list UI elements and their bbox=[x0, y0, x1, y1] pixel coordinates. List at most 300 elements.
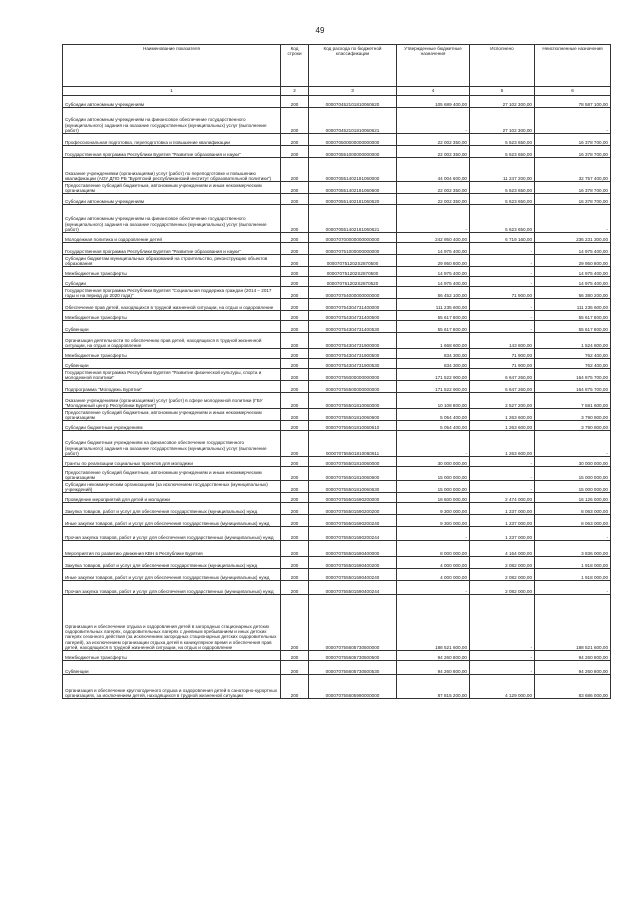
row-unexecuted-cell: 16 126 000,00 bbox=[535, 493, 611, 503]
row-unexecuted-cell: 1 524 800,00 bbox=[535, 333, 611, 349]
row-unexecuted-cell: 111 235 600,00 bbox=[535, 299, 611, 311]
row-name-cell: Субсидии автономным учреждениям на финансовое обеспечение государственного (муниципального) задания на оказание государственных (муниципальных) услуг (выполнение работ) bbox=[63, 205, 281, 233]
table-row bbox=[63, 349, 611, 359]
row-kbk-cell: 000070551000000000000 bbox=[309, 146, 397, 158]
row-name-cell: Субсидии автономным учреждениям на финансовое обеспечение государственного (муниципального) задания на оказание государственных (муниципальных) услуг (выполнение работ) bbox=[63, 108, 281, 134]
row-name-cell: Субсидии бюджетам муниципальных образований на строительство, реконструкцию объектов образования bbox=[63, 255, 281, 267]
row-name-cell: Профессиональная подготовка, переподготовка и повышение квалификации bbox=[63, 134, 281, 146]
row-code-cell: 200 bbox=[281, 146, 309, 158]
row-unexecuted-cell: - bbox=[535, 205, 611, 233]
row-unexecuted-cell: 8 063 000,00 bbox=[535, 515, 611, 527]
row-name-cell: Мероприятия по развитию движения КВН в Республике Бурятия bbox=[63, 541, 281, 557]
row-code-cell: 200 bbox=[281, 255, 309, 267]
row-kbk-cell: 000070700000000000000 bbox=[309, 233, 397, 243]
row-unexecuted-cell: 16 378 700,00 bbox=[535, 134, 611, 146]
row-approved-cell: - bbox=[397, 527, 470, 541]
row-kbk-cell: 000070754304731400530 bbox=[309, 321, 397, 333]
row-kbk-cell: 000070755501590200200 bbox=[309, 503, 397, 515]
row-code-cell: 200 bbox=[281, 457, 309, 467]
row-kbk-cell: 000070755501590200244 bbox=[309, 527, 397, 541]
row-name-cell: Межбюджетные трансферты bbox=[63, 651, 281, 661]
row-unexecuted-cell: - bbox=[535, 108, 611, 134]
row-unexecuted-cell: 16 378 700,00 bbox=[535, 194, 611, 205]
row-code-cell: 200 bbox=[281, 369, 309, 381]
header-kbk: Код расхода по бюджетной классификации bbox=[309, 45, 397, 87]
row-kbk-cell: 000070755501590200240 bbox=[309, 515, 397, 527]
table-row bbox=[63, 311, 611, 321]
row-unexecuted-cell: 3 790 800,00 bbox=[535, 409, 611, 421]
table-row bbox=[63, 333, 611, 349]
row-name-cell: Организация и обеспечение отдыха и оздоровления детей в загородных стационарных детских оздоровительных лагерях, оздоровительных лагерях с дневным пребыванием и иных детских лагерях сезонного действия (за исключением загородных стационарных детских оздоровительных лагерей), за исключением организации отдыха детей в каникулярное время и обеспечения прав детей, находящихся в трудной жизненной ситуации, на отдых и оздоровление bbox=[63, 595, 281, 651]
row-unexecuted-cell: 188 521 600,00 bbox=[535, 595, 611, 651]
row-unexecuted-cell: 14 975 400,00 bbox=[535, 277, 611, 287]
row-executed-cell: 1 263 600,00 bbox=[470, 431, 535, 457]
row-kbk-cell: 000070751202S2870520 bbox=[309, 277, 397, 287]
table-row bbox=[63, 205, 611, 233]
row-name-cell: Субвенции bbox=[63, 321, 281, 333]
row-kbk-cell: 000070754304731900530 bbox=[309, 359, 397, 369]
row-code-cell: 200 bbox=[281, 108, 309, 134]
row-code-cell: 200 bbox=[281, 431, 309, 457]
row-approved-cell: 94 260 800,00 bbox=[397, 661, 470, 675]
row-kbk-cell: 000070755500000000000 bbox=[309, 381, 397, 393]
table-row bbox=[63, 421, 611, 431]
row-approved-cell: 14 975 400,00 bbox=[397, 243, 470, 255]
row-name-cell: Субвенции bbox=[63, 661, 281, 675]
row-code-cell: 200 bbox=[281, 277, 309, 287]
row-executed-cell: - bbox=[470, 481, 535, 493]
row-kbk-cell: 000070751202S2870500 bbox=[309, 255, 397, 267]
row-executed-cell: - bbox=[470, 277, 535, 287]
row-executed-cell: 6 647 260,00 bbox=[470, 369, 535, 381]
row-code-cell: 200 bbox=[281, 381, 309, 393]
row-executed-cell: - bbox=[470, 299, 535, 311]
row-executed-cell: 6 647 260,00 bbox=[470, 381, 535, 393]
table-row bbox=[63, 651, 611, 661]
row-executed-cell: 1 237 000,00 bbox=[470, 503, 535, 515]
row-kbk-cell: 000070754304731400000 bbox=[309, 299, 397, 311]
row-kbk-cell: 000070755501810060000 bbox=[309, 457, 397, 467]
row-unexecuted-cell: 762 400,00 bbox=[535, 359, 611, 369]
row-kbk-cell: 000070500000000000000 bbox=[309, 134, 397, 146]
row-executed-cell: 5 623 650,00 bbox=[470, 194, 535, 205]
row-executed-cell: 11 247 200,00 bbox=[470, 158, 535, 182]
row-name-cell: Предоставление субсидий бюджетным, автономным учреждениям и иным некоммерческим организациям bbox=[63, 182, 281, 194]
table-row bbox=[63, 255, 611, 267]
row-executed-cell: - bbox=[470, 321, 535, 333]
row-name-cell: Государственная программа Республики Бурятия "Развитие физической культуры, спорта и молодежной политики" bbox=[63, 369, 281, 381]
row-unexecuted-cell: 1 918 000,00 bbox=[535, 569, 611, 581]
row-executed-cell: - bbox=[470, 457, 535, 467]
row-executed-cell: 1 263 600,00 bbox=[470, 421, 535, 431]
row-name-cell: Подпрограмма "Молодежь Бурятии" bbox=[63, 381, 281, 393]
row-unexecuted-cell: 16 378 700,00 bbox=[535, 182, 611, 194]
row-name-cell: Субсидии некоммерческим организациям (за исключением государственных (муниципальных) учреждений) bbox=[63, 481, 281, 493]
row-kbk-cell: 000070755605730500530 bbox=[309, 661, 397, 675]
row-executed-cell: 4 164 000,00 bbox=[470, 541, 535, 557]
table-row bbox=[63, 457, 611, 467]
row-code-cell: 200 bbox=[281, 569, 309, 581]
row-executed-cell: 5 623 650,00 bbox=[470, 146, 535, 158]
row-code-cell: 200 bbox=[281, 421, 309, 431]
table-row bbox=[63, 158, 611, 182]
table-row bbox=[63, 515, 611, 527]
row-approved-cell: 87 815 200,00 bbox=[397, 675, 470, 699]
row-executed-cell: - bbox=[470, 311, 535, 321]
row-name-cell: Организация и обеспечение круглогодичного отдыха и оздоровления детей в санаторно-курортных организациях, за исключением детей, находящихся в трудной жизненной ситуации bbox=[63, 675, 281, 699]
row-code-cell: 200 bbox=[281, 333, 309, 349]
row-approved-cell: 10 108 800,00 bbox=[397, 393, 470, 409]
row-kbk-cell: 000070452101810060621 bbox=[309, 108, 397, 134]
row-executed-cell: 2 527 200,00 bbox=[470, 393, 535, 409]
table-row bbox=[63, 503, 611, 515]
row-name-cell: Субсидии bbox=[63, 277, 281, 287]
budget-execution-table bbox=[62, 44, 611, 699]
row-executed-cell: - bbox=[470, 595, 535, 651]
row-kbk-cell: 000070755501810060600 bbox=[309, 409, 397, 421]
row-code-cell: 200 bbox=[281, 182, 309, 194]
row-unexecuted-cell: 164 875 700,00 bbox=[535, 381, 611, 393]
column-number: 6 bbox=[535, 87, 611, 96]
table-row bbox=[63, 481, 611, 493]
table-row bbox=[63, 557, 611, 569]
table-row bbox=[63, 108, 611, 134]
row-name-cell: Субсидии бюджетным учреждениям bbox=[63, 421, 281, 431]
row-kbk-cell: 000070755501810060610 bbox=[309, 421, 397, 431]
row-executed-cell: - bbox=[470, 243, 535, 255]
row-executed-cell: 71 900,00 bbox=[470, 359, 535, 369]
table-row bbox=[63, 581, 611, 595]
table-row bbox=[63, 243, 611, 255]
table-row bbox=[63, 661, 611, 675]
row-name-cell: Межбюджетные трансферты bbox=[63, 349, 281, 359]
row-name-cell: Иные закупки товаров, работ и услуг для обеспечения государственных (муниципальных) нужд bbox=[63, 515, 281, 527]
row-name-cell: Субвенции bbox=[63, 359, 281, 369]
row-name-cell: Предоставление субсидий бюджетным, автономным учреждениям и иным некоммерческим организациям bbox=[63, 409, 281, 421]
row-unexecuted-cell: 164 875 700,00 bbox=[535, 369, 611, 381]
row-approved-cell: - bbox=[397, 431, 470, 457]
table-row bbox=[63, 431, 611, 457]
row-approved-cell: 111 235 600,00 bbox=[397, 299, 470, 311]
row-kbk-cell: 000070755501590400244 bbox=[309, 581, 397, 595]
row-code-cell: 200 bbox=[281, 267, 309, 277]
row-approved-cell: 105 689 400,00 bbox=[397, 96, 470, 108]
table-row bbox=[63, 321, 611, 333]
row-executed-cell: 2 082 000,00 bbox=[470, 581, 535, 595]
row-approved-cell: 4 000 000,00 bbox=[397, 569, 470, 581]
row-approved-cell: 9 300 000,00 bbox=[397, 503, 470, 515]
table-row bbox=[63, 194, 611, 205]
table-header-row bbox=[63, 45, 611, 87]
row-kbk-cell: 000070755605990000000 bbox=[309, 675, 397, 699]
row-approved-cell: 22 002 350,00 bbox=[397, 146, 470, 158]
row-approved-cell: 1 668 600,00 bbox=[397, 333, 470, 349]
header-unexecuted: Неисполненные назначения bbox=[535, 45, 611, 87]
row-name-cell: Межбюджетные трансферты bbox=[63, 267, 281, 277]
row-unexecuted-cell: 3 836 000,00 bbox=[535, 541, 611, 557]
column-number: 4 bbox=[397, 87, 470, 96]
row-name-cell: Оказание учреждениями (организациями) услуг (работ) в сфере молодежной политики (ГБУ "Молодежный центр Республики Бурятия") bbox=[63, 393, 281, 409]
row-kbk-cell: 000070755501810060630 bbox=[309, 481, 397, 493]
row-approved-cell: 5 054 400,00 bbox=[397, 421, 470, 431]
header-approved: Утвержденные бюджетные назначения bbox=[397, 45, 470, 87]
row-kbk-cell: 000070751202S2870500 bbox=[309, 267, 397, 277]
header-executed: Исполнено bbox=[470, 45, 535, 87]
row-kbk-cell: 000070755605730500500 bbox=[309, 651, 397, 661]
row-executed-cell: 27 102 300,00 bbox=[470, 108, 535, 134]
row-code-cell: 200 bbox=[281, 233, 309, 243]
row-unexecuted-cell: 78 587 100,00 bbox=[535, 96, 611, 108]
row-approved-cell: 29 950 800,00 bbox=[397, 255, 470, 267]
row-executed-cell: 71 900,00 bbox=[470, 349, 535, 359]
row-executed-cell: 1 263 600,00 bbox=[470, 409, 535, 421]
table-row bbox=[63, 233, 611, 243]
row-unexecuted-cell: - bbox=[535, 431, 611, 457]
row-approved-cell: 171 522 900,00 bbox=[397, 369, 470, 381]
row-code-cell: 200 bbox=[281, 651, 309, 661]
row-kbk-cell: 000070755501810060600 bbox=[309, 467, 397, 481]
row-code-cell: 200 bbox=[281, 503, 309, 515]
row-unexecuted-cell: 236 231 300,00 bbox=[535, 233, 611, 243]
row-name-cell: Закупка товаров, работ и услуг для обеспечения государственных (муниципальных) нужд bbox=[63, 557, 281, 569]
row-code-cell: 200 bbox=[281, 96, 309, 108]
row-name-cell: Межбюджетные трансферты bbox=[63, 311, 281, 321]
row-code-cell: 200 bbox=[281, 359, 309, 369]
row-code-cell: 200 bbox=[281, 205, 309, 233]
row-kbk-cell: 000070751000000000000 bbox=[309, 243, 397, 255]
header-name: Наименование показателя bbox=[63, 45, 281, 87]
column-number: 5 bbox=[470, 87, 535, 96]
row-name-cell: Закупка товаров, работ и услуг для обеспечения государственных (муниципальных) нужд bbox=[63, 503, 281, 515]
row-name-cell: Молодежная политика и оздоровление детей bbox=[63, 233, 281, 243]
row-unexecuted-cell: 14 975 400,00 bbox=[535, 267, 611, 277]
row-unexecuted-cell: 16 378 700,00 bbox=[535, 146, 611, 158]
row-code-cell: 200 bbox=[281, 287, 309, 299]
row-kbk-cell: 000070755605730500000 bbox=[309, 595, 397, 651]
row-unexecuted-cell: 762 400,00 bbox=[535, 349, 611, 359]
row-approved-cell: 834 300,00 bbox=[397, 359, 470, 369]
row-name-cell: Проведение мероприятий для детей и молодежи bbox=[63, 493, 281, 503]
row-name-cell: Государственная программа Республики Бурятия "Развитие образования и науки" bbox=[63, 146, 281, 158]
row-code-cell: 200 bbox=[281, 557, 309, 569]
row-executed-cell: 2 082 000,00 bbox=[470, 569, 535, 581]
row-executed-cell: 1 237 000,00 bbox=[470, 515, 535, 527]
row-kbk-cell: 000070452101810060620 bbox=[309, 96, 397, 108]
row-executed-cell: 71 900,00 bbox=[470, 287, 535, 299]
row-name-cell: Субсидии автономным учреждениям bbox=[63, 96, 281, 108]
row-kbk-cell: 000070551402181060621 bbox=[309, 205, 397, 233]
table-row bbox=[63, 299, 611, 311]
row-approved-cell: 834 300,00 bbox=[397, 349, 470, 359]
row-approved-cell: 55 617 800,00 bbox=[397, 311, 470, 321]
row-executed-cell: - bbox=[470, 255, 535, 267]
row-unexecuted-cell: 8 063 000,00 bbox=[535, 503, 611, 515]
row-executed-cell: 5 623 650,00 bbox=[470, 134, 535, 146]
row-approved-cell: 15 000 000,00 bbox=[397, 481, 470, 493]
row-executed-cell: - bbox=[470, 267, 535, 277]
row-unexecuted-cell: 56 380 200,00 bbox=[535, 287, 611, 299]
row-approved-cell: 14 975 400,00 bbox=[397, 267, 470, 277]
column-number: 3 bbox=[309, 87, 397, 96]
table-row bbox=[63, 409, 611, 421]
table-row bbox=[63, 595, 611, 651]
row-approved-cell: 14 975 400,00 bbox=[397, 277, 470, 287]
row-kbk-cell: 000070754000000000000 bbox=[309, 287, 397, 299]
row-code-cell: 200 bbox=[281, 393, 309, 409]
row-name-cell: Оказание учреждениями (организациями) услуг (работ) по переподготовке и повышению квалификации (АОУ ДПО РБ "Бурятский республиканский институт образовательной политики") bbox=[63, 158, 281, 182]
table-row bbox=[63, 675, 611, 699]
row-executed-cell: 2 474 000,00 bbox=[470, 493, 535, 503]
row-code-cell: 200 bbox=[281, 299, 309, 311]
row-approved-cell: 15 000 000,00 bbox=[397, 467, 470, 481]
row-unexecuted-cell: 3 790 800,00 bbox=[535, 421, 611, 431]
row-unexecuted-cell: 7 581 600,00 bbox=[535, 393, 611, 409]
row-name-cell: Прочая закупка товаров, работ и услуг для обеспечения государственных (муниципальных) нужд bbox=[63, 527, 281, 541]
row-executed-cell: - bbox=[470, 467, 535, 481]
row-code-cell: 200 bbox=[281, 581, 309, 595]
table-row bbox=[63, 182, 611, 194]
table-row bbox=[63, 277, 611, 287]
row-approved-cell: 94 260 800,00 bbox=[397, 651, 470, 661]
row-code-cell: 200 bbox=[281, 527, 309, 541]
row-unexecuted-cell: 94 260 800,00 bbox=[535, 661, 611, 675]
row-approved-cell: 30 000 000,00 bbox=[397, 457, 470, 467]
row-kbk-cell: 000070551402181060000 bbox=[309, 158, 397, 182]
row-unexecuted-cell: 83 686 000,00 bbox=[535, 675, 611, 699]
row-approved-cell: 18 600 000,00 bbox=[397, 493, 470, 503]
page-number: 49 bbox=[315, 26, 325, 35]
row-code-cell: 200 bbox=[281, 321, 309, 333]
row-code-cell: 200 bbox=[281, 194, 309, 205]
table-row bbox=[63, 96, 611, 108]
row-approved-cell: 9 300 000,00 bbox=[397, 515, 470, 527]
row-approved-cell: 188 521 600,00 bbox=[397, 595, 470, 651]
row-executed-cell: 2 082 000,00 bbox=[470, 557, 535, 569]
row-code-cell: 200 bbox=[281, 675, 309, 699]
row-name-cell: Предоставление субсидий бюджетным, автономным учреждениям и иным некоммерческим организациям bbox=[63, 467, 281, 481]
table-row bbox=[63, 146, 611, 158]
table-row bbox=[63, 381, 611, 393]
row-approved-cell: 8 000 000,00 bbox=[397, 541, 470, 557]
row-approved-cell: 55 617 800,00 bbox=[397, 321, 470, 333]
row-approved-cell: 4 000 000,00 bbox=[397, 557, 470, 569]
row-executed-cell: 143 800,00 bbox=[470, 333, 535, 349]
row-code-cell: 200 bbox=[281, 493, 309, 503]
row-approved-cell: 56 452 100,00 bbox=[397, 287, 470, 299]
row-approved-cell: - bbox=[397, 108, 470, 134]
table-row bbox=[63, 541, 611, 557]
row-unexecuted-cell: 14 975 400,00 bbox=[535, 243, 611, 255]
table-row bbox=[63, 527, 611, 541]
row-kbk-cell: 000070755501810060000 bbox=[309, 393, 397, 409]
table-row bbox=[63, 359, 611, 369]
row-code-cell: 200 bbox=[281, 467, 309, 481]
row-executed-cell: 5 623 650,00 bbox=[470, 182, 535, 194]
row-approved-cell: 242 950 400,00 bbox=[397, 233, 470, 243]
row-name-cell: Гранты по реализации социальных проектов для молодежи bbox=[63, 457, 281, 467]
row-executed-cell: 5 623 650,00 bbox=[470, 205, 535, 233]
row-executed-cell: - bbox=[470, 651, 535, 661]
row-kbk-cell: 000070754304731900500 bbox=[309, 349, 397, 359]
row-unexecuted-cell: 15 000 000,00 bbox=[535, 481, 611, 493]
table-row bbox=[63, 134, 611, 146]
row-name-cell: Субсидии бюджетным учреждениям на финансовое обеспечение государственного (муниципального) задания на оказание государственных (муниципальных) услуг (выполнение работ) bbox=[63, 431, 281, 457]
table-row bbox=[63, 393, 611, 409]
row-code-cell: 200 bbox=[281, 515, 309, 527]
row-executed-cell: 27 102 300,00 bbox=[470, 96, 535, 108]
table-row bbox=[63, 467, 611, 481]
row-code-cell: 200 bbox=[281, 595, 309, 651]
row-code-cell: 200 bbox=[281, 661, 309, 675]
row-approved-cell: 44 004 600,00 bbox=[397, 158, 470, 182]
row-name-cell: Государственная программа Республики Бурятия "Социальная поддержка граждан (2014 – 2017 годы и на период до 2020 года)" bbox=[63, 287, 281, 299]
row-kbk-cell: 000070755501590400200 bbox=[309, 557, 397, 569]
row-approved-cell: 22 002 350,00 bbox=[397, 182, 470, 194]
row-approved-cell: 22 002 350,00 bbox=[397, 194, 470, 205]
row-kbk-cell: 000070755501590200000 bbox=[309, 493, 397, 503]
table-row bbox=[63, 569, 611, 581]
header-row-code: Код строки bbox=[281, 45, 309, 87]
column-number-row bbox=[63, 87, 611, 96]
row-unexecuted-cell: 55 617 800,00 bbox=[535, 311, 611, 321]
row-unexecuted-cell: - bbox=[535, 581, 611, 595]
row-approved-cell: 22 002 350,00 bbox=[397, 134, 470, 146]
row-unexecuted-cell: 32 757 400,00 bbox=[535, 158, 611, 182]
table-body bbox=[63, 96, 611, 699]
row-unexecuted-cell: 29 950 800,00 bbox=[535, 255, 611, 267]
row-unexecuted-cell: - bbox=[535, 527, 611, 541]
row-approved-cell: 5 054 400,00 bbox=[397, 409, 470, 421]
row-unexecuted-cell: 15 000 000,00 bbox=[535, 467, 611, 481]
row-code-cell: 200 bbox=[281, 311, 309, 321]
table-row bbox=[63, 369, 611, 381]
row-kbk-cell: 000070755501590400240 bbox=[309, 569, 397, 581]
row-kbk-cell: 000070755000000000000 bbox=[309, 369, 397, 381]
row-unexecuted-cell: 94 260 800,00 bbox=[535, 651, 611, 661]
row-name-cell: Организация деятельности по обеспечению прав детей, находящихся в трудной жизненной ситуации, на отдых и оздоровление bbox=[63, 333, 281, 349]
row-name-cell: Прочая закупка товаров, работ и услуг для обеспечения государственных (муниципальных) нужд bbox=[63, 581, 281, 595]
row-executed-cell: 4 129 000,00 bbox=[470, 675, 535, 699]
row-name-cell: Иные закупки товаров, работ и услуг для обеспечения государственных (муниципальных) нужд bbox=[63, 569, 281, 581]
column-number: 2 bbox=[281, 87, 309, 96]
row-executed-cell: 6 719 160,00 bbox=[470, 233, 535, 243]
row-unexecuted-cell: 1 918 000,00 bbox=[535, 557, 611, 569]
row-kbk-cell: 000070551402181060600 bbox=[309, 182, 397, 194]
row-kbk-cell: 000070755501810060611 bbox=[309, 431, 397, 457]
row-kbk-cell: 000070755501590400000 bbox=[309, 541, 397, 557]
row-code-cell: 200 bbox=[281, 243, 309, 255]
row-name-cell: Обеспечение прав детей, находящихся в трудной жизненной ситуации, на отдых и оздоровление bbox=[63, 299, 281, 311]
row-code-cell: 200 bbox=[281, 481, 309, 493]
row-code-cell: 200 bbox=[281, 409, 309, 421]
row-approved-cell: 171 522 900,00 bbox=[397, 381, 470, 393]
row-name-cell: Государственная программа Республики Бурятия "Развитие образования и науки" bbox=[63, 243, 281, 255]
row-code-cell: 200 bbox=[281, 541, 309, 557]
row-unexecuted-cell: 30 000 000,00 bbox=[535, 457, 611, 467]
row-executed-cell: 1 237 000,00 bbox=[470, 527, 535, 541]
table-row bbox=[63, 267, 611, 277]
row-code-cell: 200 bbox=[281, 349, 309, 359]
row-approved-cell: - bbox=[397, 205, 470, 233]
row-unexecuted-cell: 55 617 800,00 bbox=[535, 321, 611, 333]
row-approved-cell: - bbox=[397, 581, 470, 595]
row-kbk-cell: 000070754304731900000 bbox=[309, 333, 397, 349]
table-row bbox=[63, 287, 611, 299]
column-number: 1 bbox=[63, 87, 281, 96]
row-code-cell: 200 bbox=[281, 134, 309, 146]
row-kbk-cell: 000070754304731400500 bbox=[309, 311, 397, 321]
row-kbk-cell: 000070551402181060620 bbox=[309, 194, 397, 205]
